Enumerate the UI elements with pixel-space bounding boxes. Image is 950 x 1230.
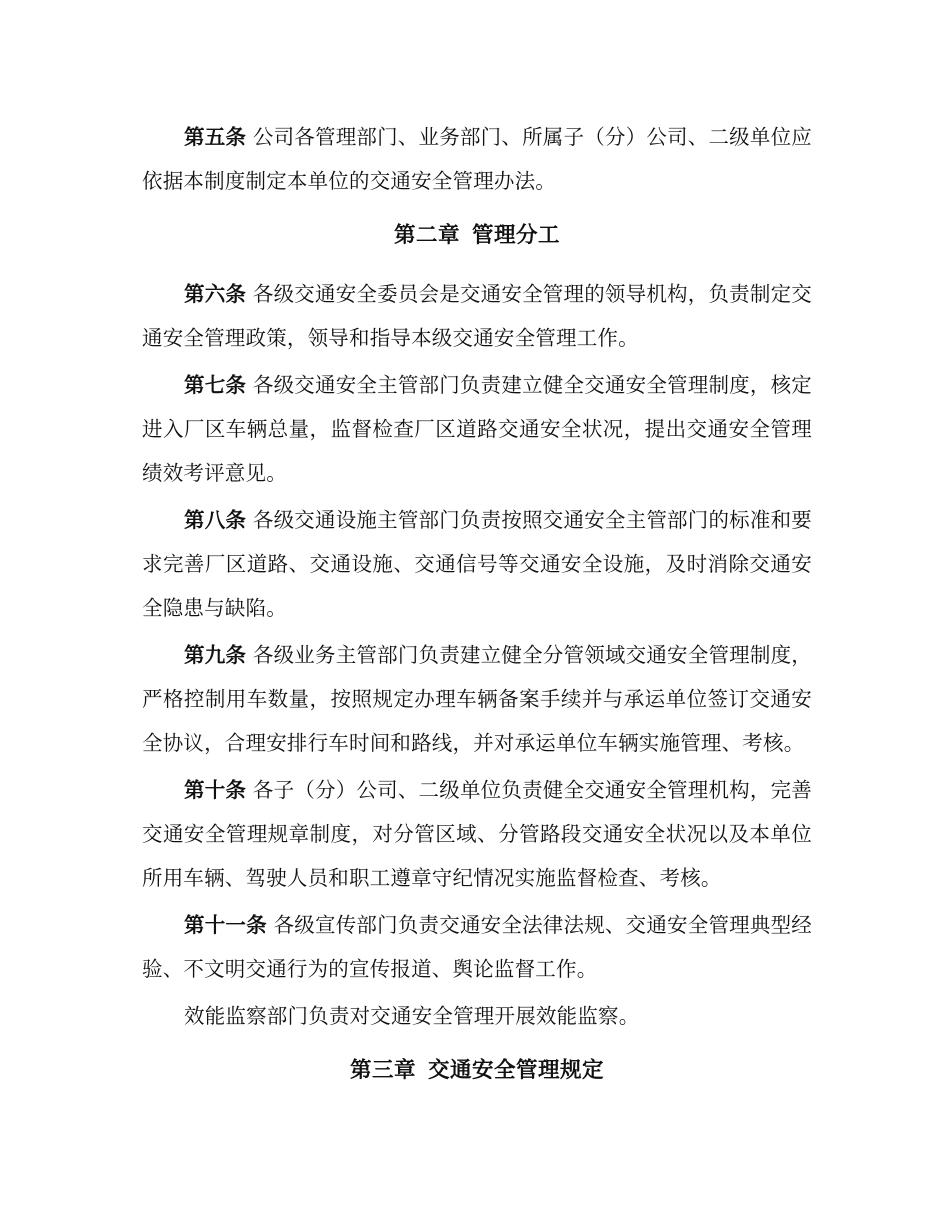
article-label: 第十一条 (184, 913, 267, 937)
chapter-title: 交通安全管理规定 (428, 1058, 605, 1083)
article-text: 各级交通安全委员会是交通安全管理的领导机构，负责制定交通安全管理政策，领导和指导本级交通安全管理工作。 (142, 282, 813, 350)
plain-paragraph (142, 994, 812, 1038)
article-text: 各级交通安全主管部门负责建立健全交通安全管理制度，核定进入厂区车辆总量，监督检查厂区道路交通安全状况，提出交通安全管理绩效考评意见。 (142, 373, 813, 485)
chapter-heading-2 (142, 214, 812, 258)
article-8 (142, 498, 812, 630)
paragraph-text: 效能监察部门负责对交通安全管理开展效能监察。 (184, 1004, 640, 1028)
article-text: 各级业务主管部门负责建立健全分管领域交通安全管理制度，严格控制用车数量，按照规定办理车辆备案手续并与承运单位签订交通安全协议，合理安排行车时间和路线，并对承运单位车辆实施管理、考核。 (142, 643, 813, 755)
article-label: 第八条 (184, 508, 247, 532)
article-text: 各子（分）公司、二级单位负责健全交通安全管理机构，完善交通安全管理规章制度，对分管区域、分管路段交通安全状况以及本单位所用车辆、驾驶人员和职工遵章守纪情况实施监督检查、考核。 (142, 778, 813, 890)
article-text: 公司各管理部门、业务部门、所属子（分）公司、二级单位应依据本制度制定本单位的交通安全管理办法。 (142, 125, 813, 193)
article-label: 第十条 (184, 778, 247, 802)
article-11 (142, 903, 812, 991)
article-label: 第六条 (184, 282, 247, 306)
article-6 (142, 272, 812, 360)
article-5 (142, 115, 812, 203)
chapter-heading-3 (142, 1049, 812, 1093)
article-label: 第七条 (184, 373, 247, 397)
article-text: 各级交通设施主管部门负责按照交通安全主管部门的标准和要求完善厂区道路、交通设施、交通信号等交通安全设施，及时消除交通安全隐患与缺陷。 (142, 508, 813, 620)
chapter-title: 管理分工 (472, 223, 561, 248)
chapter-number: 第三章 (349, 1058, 416, 1083)
article-label: 第五条 (184, 125, 247, 149)
document-body (142, 115, 812, 1107)
article-text: 各级宣传部门负责交通安全法律法规、交通安全管理典型经验、不文明交通行为的宣传报道、舆论监督工作。 (142, 913, 812, 981)
article-9 (142, 633, 812, 765)
article-7 (142, 363, 812, 495)
article-10 (142, 768, 812, 900)
chapter-number: 第二章 (393, 223, 460, 248)
article-label: 第九条 (184, 643, 247, 667)
